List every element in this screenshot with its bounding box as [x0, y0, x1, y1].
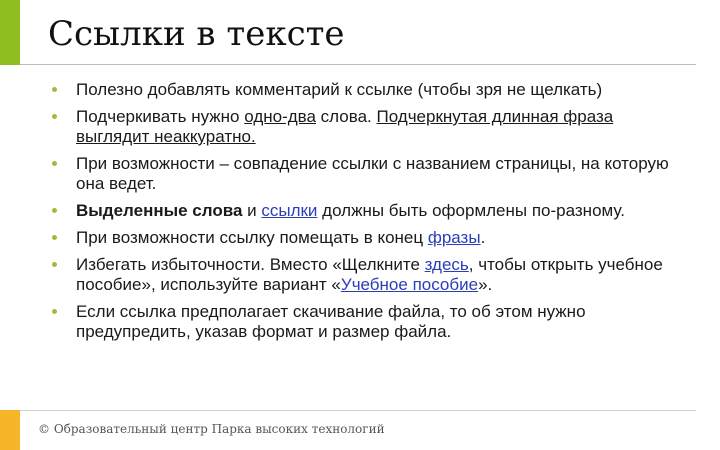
underlined-text: Подчеркнутая длинная фраза выглядит неаккуратно. [76, 107, 614, 146]
bullet-text: Если ссылка предполагает скачивание файла, то об этом нужно предупредить, указав формат и размер файла. [76, 302, 586, 341]
bullet-item [48, 255, 688, 295]
bullet-dot-icon [52, 114, 57, 119]
bullet-dot-icon [52, 262, 57, 267]
example-link[interactable]: фразы [427, 228, 481, 247]
footer-copyright: © Образовательный центр Парка высоких технологий [38, 422, 385, 436]
bullet-text: При возможности ссылку помещать в конец [76, 228, 428, 247]
footer-divider [20, 410, 696, 411]
example-link-here[interactable]: здесь [424, 255, 469, 274]
bullet-text: Полезно добавлять комментарий к ссылке (чтобы зря не щелкать) [76, 80, 603, 99]
bullet-text: Подчеркивать нужно [76, 107, 245, 126]
bullet-text: ». [478, 275, 493, 294]
bullet-text: слова. [315, 107, 377, 126]
bullet-item [48, 107, 688, 147]
bullet-text: должны быть оформлены по-разному. [317, 201, 625, 220]
bullet-item [48, 80, 688, 100]
bullet-text: и [242, 201, 262, 220]
accent-bar-top [0, 0, 20, 65]
bullet-text: При возможности – совпадение ссылки с названием страницы, на которую она ведет. [76, 154, 669, 193]
bullet-item [48, 201, 688, 221]
title-divider [20, 64, 696, 65]
bullet-dot-icon [52, 161, 57, 166]
bullet-dot-icon [52, 309, 57, 314]
example-link[interactable]: ссылки [261, 201, 318, 220]
underlined-text: одно-два [244, 107, 316, 126]
bullet-dot-icon [52, 87, 57, 92]
accent-bar-bottom [0, 410, 20, 450]
bullet-item [48, 154, 688, 194]
bullet-dot-icon [52, 235, 57, 240]
bullet-item [48, 228, 688, 248]
bullet-dot-icon [52, 208, 57, 213]
slide-title: Ссылки в тексте [48, 14, 345, 54]
bullet-text: . [480, 228, 486, 247]
bold-text: Выделенные слова [76, 201, 243, 220]
bullet-item [48, 302, 688, 342]
bullet-text: Избегать избыточности. Вместо «Щелкните [76, 255, 425, 274]
bullet-list [48, 80, 688, 349]
bullet-text: , чтобы открыть учебное пособие», используйте вариант « [76, 255, 663, 294]
example-link-textbook[interactable]: Учебное пособие [340, 275, 479, 294]
